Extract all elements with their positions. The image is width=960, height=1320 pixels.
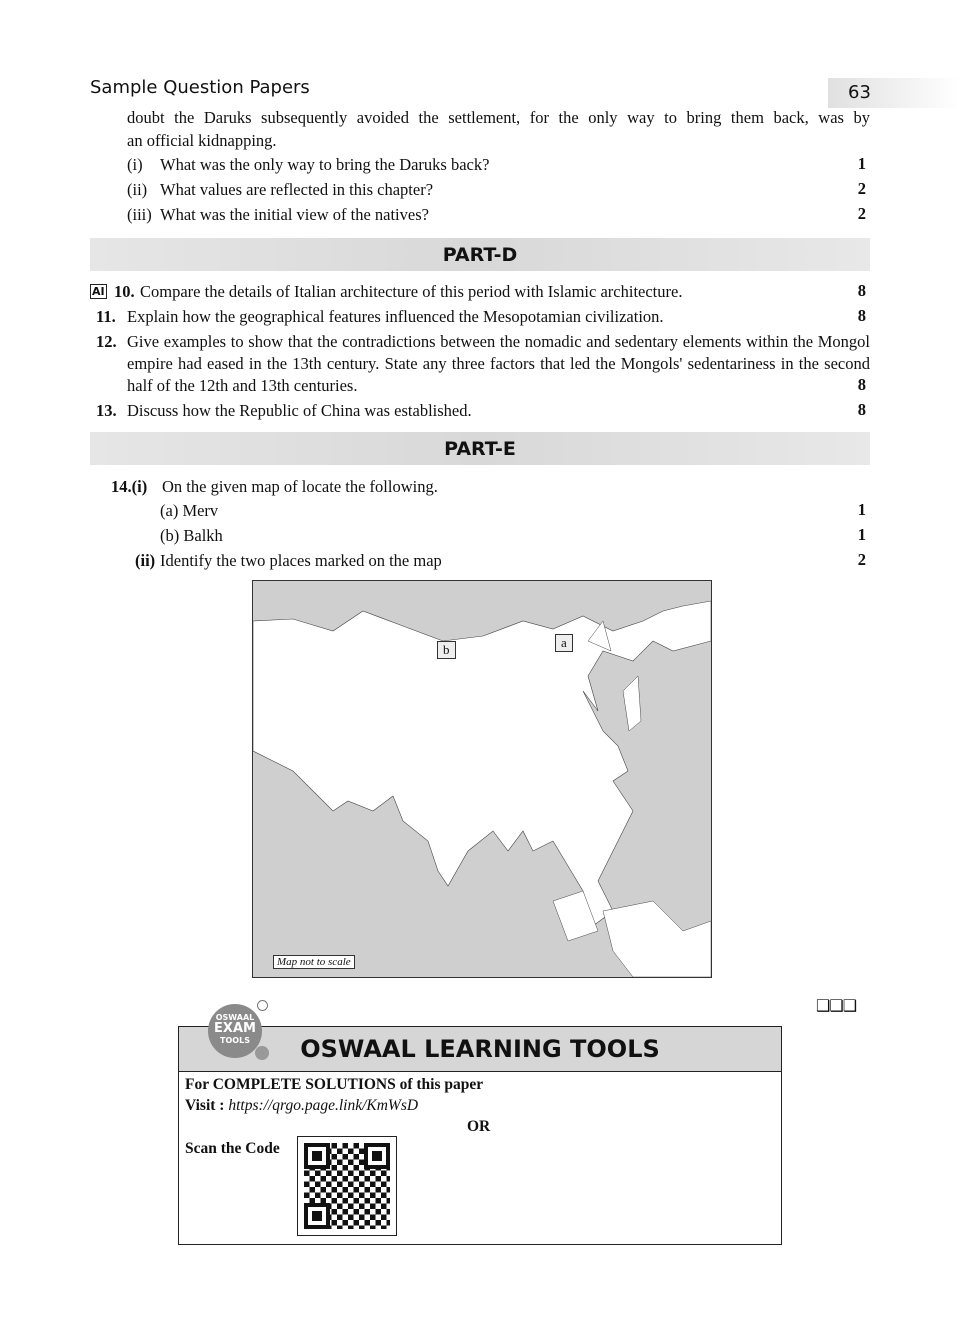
q-num: 11. — [96, 307, 116, 326]
passage-line: doubt the Daruks subsequently avoided the settlement, for the only way to bring them back, was by — [127, 108, 870, 127]
asia-map — [252, 580, 712, 978]
end-marker: ❑❑❑ — [816, 996, 857, 1015]
q-num: 14.(i) — [111, 477, 148, 496]
q-marks: 8 — [857, 306, 866, 325]
q-text: Give examples to show that the contradictions between the nomadic and sedentary elements within the Mongol empire had eased in the 13th century. State any three factors that led the Mongols' sedentariness in the second half of the 12th and 13th centuries. — [127, 332, 870, 395]
map-item: (b) Balkh — [160, 526, 223, 545]
map-scale-note: Map not to scale — [273, 955, 355, 969]
solutions-link[interactable]: https://qrgo.page.link/KmWsD — [228, 1097, 419, 1114]
part-d-heading: PART-D — [90, 238, 870, 271]
q-num: (ii) — [135, 551, 156, 570]
map-marker-b: b — [437, 641, 456, 659]
oswaal-exam-tools-logo: OSWAAL EXAM TOOLS — [208, 1004, 262, 1058]
scan-label: Scan the Code — [185, 1140, 280, 1157]
map-marker-a: a — [555, 634, 573, 652]
q-marks: 1 — [857, 500, 866, 519]
q-num: (i) — [127, 155, 143, 174]
solutions-line: For COMPLETE SOLUTIONS of this paper — [185, 1076, 484, 1093]
learning-tools-title: OSWAAL LEARNING TOOLS — [179, 1027, 781, 1072]
part-e-heading: PART-E — [90, 432, 870, 465]
q-marks: 8 — [857, 400, 866, 419]
q-text: Identify the two places marked on the map — [160, 551, 442, 570]
visit-label: Visit : — [185, 1097, 225, 1114]
q-marks: 2 — [857, 550, 866, 569]
q-marks: 8 — [857, 281, 866, 300]
page-number: 63 — [828, 78, 960, 108]
qr-code[interactable] — [297, 1136, 397, 1236]
q-text: What was the initial view of the natives? — [160, 205, 429, 224]
q-num: 10. — [114, 282, 135, 301]
asia-landmass — [253, 581, 711, 977]
q-marks: 8 — [857, 375, 866, 394]
q-marks: 2 — [857, 204, 866, 223]
q-marks: 1 — [857, 525, 866, 544]
logo-dot-icon — [257, 1000, 268, 1011]
or-label: OR — [467, 1118, 491, 1135]
q-num: (iii) — [127, 205, 152, 224]
q-num: (ii) — [127, 180, 148, 199]
running-header: Sample Question Papers — [90, 77, 310, 98]
q-num: 12. — [96, 332, 117, 351]
ai-badge: AI — [92, 285, 105, 298]
q-text: Explain how the geographical features influenced the Mesopotamian civilization. — [127, 307, 664, 326]
q-text: Compare the details of Italian architecture of this period with Islamic architecture. — [140, 282, 683, 301]
q-text: On the given map of locate the following. — [162, 477, 438, 496]
q-num: 13. — [96, 401, 117, 420]
logo-dot-icon — [255, 1046, 269, 1060]
learning-tools-box — [178, 1026, 782, 1245]
q-marks: 1 — [857, 154, 866, 173]
q-text: Discuss how the Republic of China was established. — [127, 401, 472, 420]
q-text: What values are reflected in this chapter? — [160, 180, 434, 199]
map-item: (a) Merv — [160, 501, 219, 520]
passage-line: an official kidnapping. — [127, 131, 277, 150]
q-marks: 2 — [857, 179, 866, 198]
q-text: What was the only way to bring the Daruks back? — [160, 155, 490, 174]
